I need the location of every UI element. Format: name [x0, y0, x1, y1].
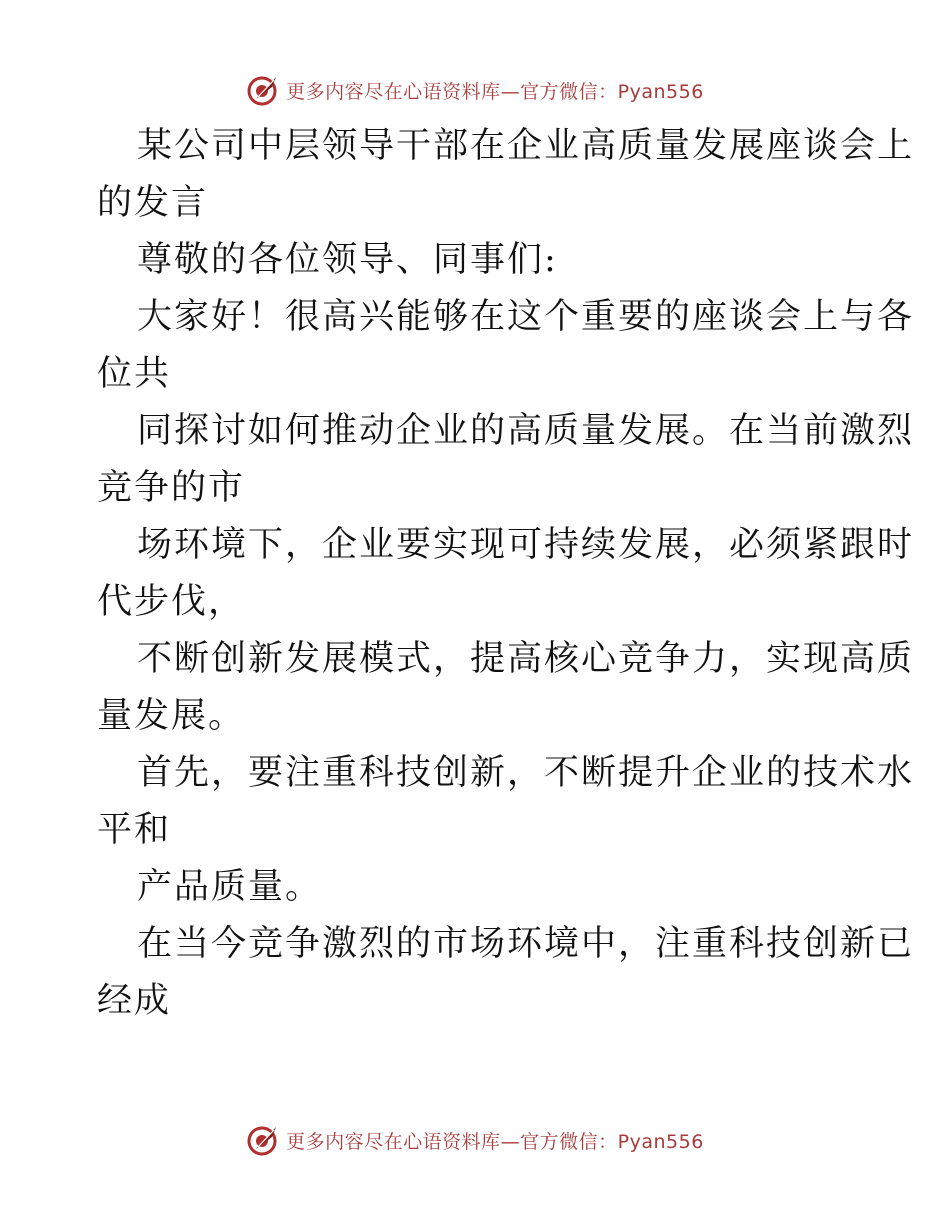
title-line-1: 某公司中层领导干部在企业高质量发展座谈会上 [137, 126, 915, 166]
paragraph-line: 产品质量。 [137, 867, 323, 907]
footer-banner-content [246, 1123, 704, 1157]
paragraph-line: 同探讨如何推动企业的高质量发展。在当前激烈 [137, 411, 915, 451]
footer-banner-text: 更多内容尽在心语资料库—官方微信：Pyan556 [286, 1130, 704, 1153]
header-banner [0, 70, 950, 110]
paragraph-line: 场环境下，企业要实现可持续发展，必须紧跟时 [137, 525, 915, 565]
salutation: 尊敬的各位领导、同事们: [137, 240, 558, 280]
paragraph-line: 经成 [97, 981, 172, 1021]
document-body [97, 118, 915, 1030]
footer-banner [0, 1120, 950, 1160]
paragraph-line: 量发展。 [97, 696, 246, 736]
paragraph-line: 代步伐， [97, 582, 246, 622]
paragraph-line: 大家好！很高兴能够在这个重要的座谈会上与各 [137, 297, 915, 337]
paragraph-line: 位共 [97, 354, 172, 394]
quill-pen-logo-icon [246, 1123, 280, 1157]
paragraph-line: 首先，要注重科技创新，不断提升企业的技术水 [137, 753, 915, 793]
paragraph-line: 在当今竞争激烈的市场环境中，注重科技创新已 [137, 924, 915, 964]
paragraph-line: 平和 [97, 810, 172, 850]
header-banner-text: 更多内容尽在心语资料库—官方微信：Pyan556 [286, 80, 704, 103]
header-banner-content [246, 73, 704, 107]
paragraph-line: 不断创新发展模式，提高核心竞争力，实现高质 [137, 639, 915, 679]
paragraph-line: 竞争的市 [97, 468, 246, 508]
quill-pen-logo-icon [246, 73, 280, 107]
title-line-2: 的发言 [97, 183, 209, 223]
